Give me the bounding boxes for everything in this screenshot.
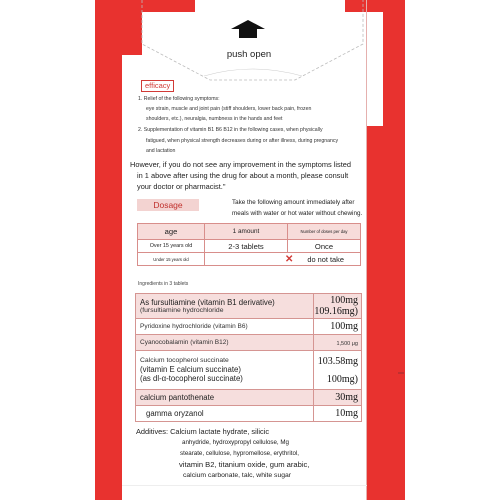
push-open-label[interactable]: push open [226,49,272,60]
efficacy-note: in 1 above after using the drug for about a month, please consult [137,171,349,180]
additives-line: vitamin B2, titanium oxide, gum arabic, [179,460,310,469]
ingredient-sub: (fursultiamine hydrochloride [140,306,224,314]
efficacy-label: efficacy [141,80,174,92]
efficacy-note: your doctor or pharmacist." [137,182,226,191]
table-row [136,335,362,351]
row-age: Under 15 years old [138,253,205,266]
row-age: Over 15 years old [138,240,205,253]
amount-sub: 109.16mg) [314,306,358,317]
panel-edge [366,0,367,500]
ingredient-name: calcium pantothenate [136,390,314,406]
header-doses: Number of doses per day [288,224,361,240]
red-band-left [95,0,122,500]
ingredients-label: Ingredients in 3 tablets [138,281,189,287]
row-amount: 2-3 tablets [205,240,288,253]
ingredient-name [136,351,314,390]
dosage-label: Dosage [137,199,199,211]
table-row [136,319,362,335]
table-row [136,294,362,319]
efficacy-item: shoulders, etc.), neuralgia, numbness in the hands and feet [146,116,283,122]
envelope-flap[interactable] [140,0,365,90]
ingredient-name: gamma oryzanol [136,406,314,422]
amount-sub: 100mg) [326,373,358,385]
table-row [138,253,361,266]
do-not-take-text: do not take [307,254,344,264]
dosage-instruction: meals with water or hot water without chewing. [232,210,363,217]
header-amount: 1 amount [205,224,288,240]
table-row [138,240,361,253]
amount-main: 103.58mg [317,355,358,367]
efficacy-item: 2. Supplementation of vitamin B1 B6 B12 in the following cases, when physically [138,127,323,133]
dosage-table-header [138,224,361,240]
additives-line: stearate, cellulose, hypromellose, erythritol, [180,450,299,457]
amount-main: 100mg [330,295,358,306]
header-age: age [138,224,205,240]
table-row [136,390,362,406]
ingredient-amount: 30mg [314,390,362,406]
ingredient-main: Calcium tocopherol succinate [140,357,229,364]
ingredient-amount: 10mg [314,406,362,422]
ingredient-sub2: (as dl-α-tocopherol succinate) [140,374,243,383]
amount-small: 1,500 μg [336,341,358,347]
divider [122,485,367,486]
dosage-table [137,223,361,266]
ingredient-name: Pyridoxine hydrochloride (vitamin B6) [136,319,314,335]
ingredients-table [135,293,362,422]
row-doses: Once [288,240,361,253]
ingredient-name [136,294,314,319]
efficacy-item: fatigued, when physical strength decreases during or after illness, during pregnancy [146,138,339,144]
x-mark-icon: ✕ [285,253,294,265]
ingredient-main: As fursultiamine (vitamin B1 derivative) [140,297,275,307]
ingredient-amount [314,335,362,351]
push-arrow-icon [231,20,265,38]
ingredient-amount [314,351,362,390]
table-row [136,406,362,422]
red-tab [122,10,142,55]
table-row [136,351,362,390]
red-band-right-top [383,0,405,138]
additives-line: Additives: Calcium lactate hydrate, silicic [136,427,270,436]
ingredient-sub: (vitamin E calcium succinate) [140,365,241,374]
efficacy-note: However, if you do not see any improvement in the symptoms listed [130,160,352,169]
ingredient-amount: 100mg [314,319,362,335]
additives-line: calcium carbonate, talc, white sugar [183,472,292,479]
additives-line: anhydride, hydroxypropyl cellulose, Mg [182,439,289,446]
red-band-right-bottom [367,126,405,500]
efficacy-item: eye strain, muscle and joint pain (stiff shoulders, lower back pain, frozen [146,106,312,112]
ingredient-amount [314,294,362,319]
efficacy-item: and lactation [146,148,176,154]
efficacy-item: 1. Relief of the following symptoms: [138,96,220,102]
dosage-instruction: Take the following amount immediately after [232,199,355,206]
ingredient-name: Cyanocobalamin (vitamin B12) [136,335,314,351]
red-mark [398,372,404,374]
row-do-not-take [205,253,361,266]
